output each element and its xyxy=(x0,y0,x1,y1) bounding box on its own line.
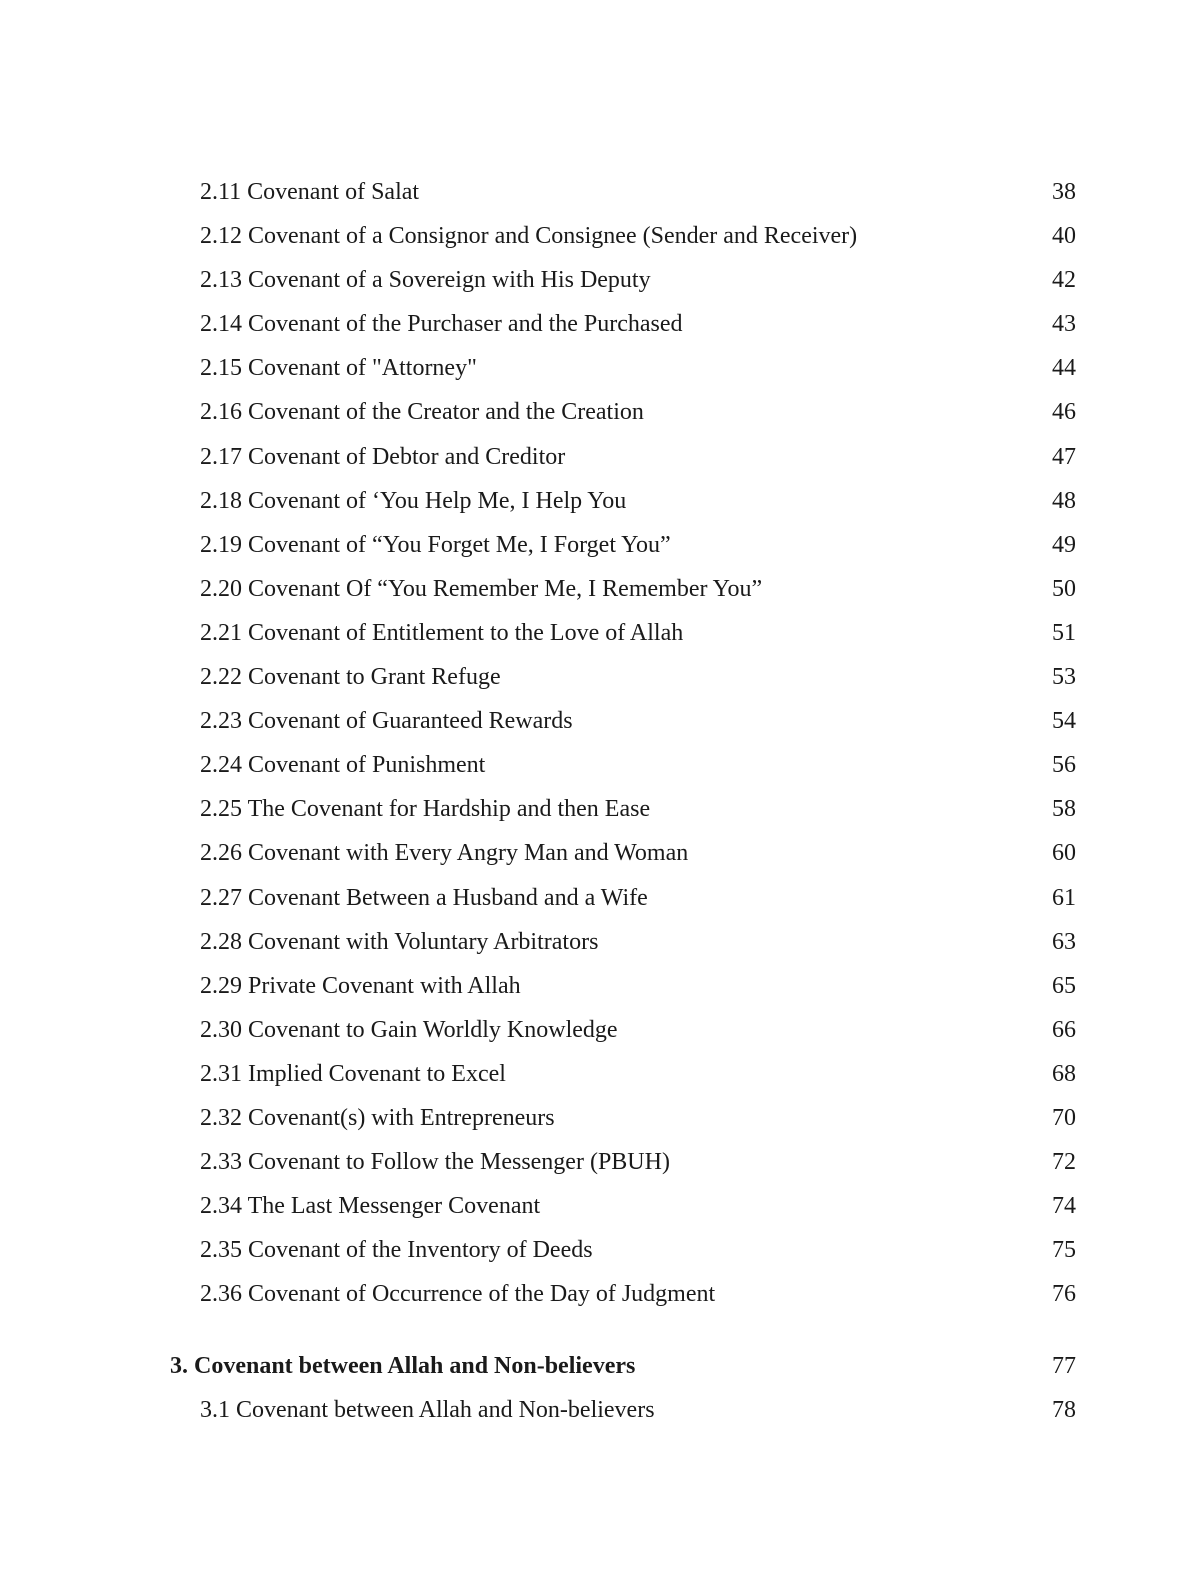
toc-entry xyxy=(0,390,1200,434)
toc-entry xyxy=(0,964,1200,1008)
toc-entry-title: 2.16 Covenant of the Creator and the Creation xyxy=(200,399,644,426)
toc-entry-page-number: 40 xyxy=(1052,223,1076,250)
toc-entry-page-number: 75 xyxy=(1052,1237,1076,1264)
toc-entry-page-number: 66 xyxy=(1052,1016,1076,1043)
toc-entry-page-number: 72 xyxy=(1052,1149,1076,1176)
toc-entry-title: 2.28 Covenant with Voluntary Arbitrators xyxy=(200,928,599,955)
toc-entry-title: 2.12 Covenant of a Consignor and Consignee (Sender and Receiver) xyxy=(200,223,858,250)
toc-entry xyxy=(0,1096,1200,1140)
toc-entry-page-number: 48 xyxy=(1052,487,1076,514)
toc-entry-page-number: 65 xyxy=(1052,972,1076,999)
chapter-3-block xyxy=(0,1346,1200,1434)
toc-entry-title: 2.35 Covenant of the Inventory of Deeds xyxy=(200,1237,593,1264)
chapter-entry-list xyxy=(0,1390,1200,1434)
toc-entry-title: 3.1 Covenant between Allah and Non-believers xyxy=(200,1397,655,1423)
toc-entry-title: 2.17 Covenant of Debtor and Creditor xyxy=(200,443,566,470)
toc-entry-title: 2.25 The Covenant for Hardship and then Ease xyxy=(200,796,651,823)
toc-entry-page-number: 78 xyxy=(1052,1397,1076,1423)
toc-entry-page-number: 51 xyxy=(1052,619,1076,646)
toc-entry-page-number: 56 xyxy=(1052,752,1076,779)
toc-entry xyxy=(0,920,1200,964)
chapter-title: 3. Covenant between Allah and Non-believers xyxy=(170,1353,636,1379)
toc-entry-page-number: 58 xyxy=(1052,796,1076,823)
toc-entry xyxy=(0,435,1200,479)
toc-entry-page-number: 76 xyxy=(1052,1281,1076,1308)
toc-entry-title: 2.33 Covenant to Follow the Messenger (PBUH) xyxy=(200,1149,670,1176)
toc-entry-list xyxy=(0,170,1200,1316)
toc-entry-page-number: 43 xyxy=(1052,311,1076,338)
toc-entry xyxy=(0,699,1200,743)
toc-entry xyxy=(0,831,1200,875)
toc-entry-page-number: 46 xyxy=(1052,399,1076,426)
toc-entry-page-number: 42 xyxy=(1052,267,1076,294)
toc-entry-title: 2.18 Covenant of ‘You Help Me, I Help You xyxy=(200,487,627,514)
toc-entry xyxy=(0,876,1200,920)
toc-entry xyxy=(0,567,1200,611)
toc-entry-title: 2.23 Covenant of Guaranteed Rewards xyxy=(200,708,573,735)
toc-entry-page-number: 70 xyxy=(1052,1104,1076,1131)
toc-entry-title: 2.15 Covenant of "Attorney" xyxy=(200,355,477,382)
toc-entry xyxy=(0,479,1200,523)
toc-entry xyxy=(0,258,1200,302)
toc-entry xyxy=(0,1272,1200,1316)
toc-entry-title: 2.31 Implied Covenant to Excel xyxy=(200,1060,506,1087)
toc-entry-title: 2.22 Covenant to Grant Refuge xyxy=(200,664,501,691)
toc-entry-title: 2.13 Covenant of a Sovereign with His Deputy xyxy=(200,267,651,294)
toc-entry-page-number: 49 xyxy=(1052,531,1076,558)
toc-entry-title: 2.34 The Last Messenger Covenant xyxy=(200,1193,541,1220)
toc-entry-page-number: 54 xyxy=(1052,708,1076,735)
toc-entry-title: 2.26 Covenant with Every Angry Man and Woman xyxy=(200,840,689,867)
toc-entry xyxy=(0,1184,1200,1228)
toc-entry-page-number: 44 xyxy=(1052,355,1076,382)
toc-entry xyxy=(0,1228,1200,1272)
toc-entry-title: 2.14 Covenant of the Purchaser and the Purchased xyxy=(200,311,683,338)
toc-entry xyxy=(0,170,1200,214)
toc-entry xyxy=(0,1052,1200,1096)
toc-entry xyxy=(0,611,1200,655)
toc-entry xyxy=(0,302,1200,346)
chapter-page-number: 77 xyxy=(1052,1353,1076,1379)
toc-entry xyxy=(0,787,1200,831)
toc-entry-title: 2.36 Covenant of Occurrence of the Day of Judgment xyxy=(200,1281,716,1308)
toc-entry xyxy=(0,346,1200,390)
toc-entry-page-number: 61 xyxy=(1052,884,1076,911)
toc-entry-title: 2.19 Covenant of “You Forget Me, I Forget You” xyxy=(200,531,671,558)
toc-entry xyxy=(0,1140,1200,1184)
toc-entry-page-number: 68 xyxy=(1052,1060,1076,1087)
toc-entry-title: 2.20 Covenant Of “You Remember Me, I Remember You” xyxy=(200,575,763,602)
toc-entry-title: 2.29 Private Covenant with Allah xyxy=(200,972,521,999)
toc-entry-page-number: 63 xyxy=(1052,928,1076,955)
toc-entry-title: 2.27 Covenant Between a Husband and a Wife xyxy=(200,884,648,911)
toc-entry xyxy=(0,743,1200,787)
toc-entry xyxy=(0,655,1200,699)
toc-entry-title: 2.32 Covenant(s) with Entrepreneurs xyxy=(200,1104,555,1131)
toc-entry-page-number: 47 xyxy=(1052,443,1076,470)
toc-entry-page-number: 50 xyxy=(1052,575,1076,602)
toc-chapter-heading xyxy=(0,1346,1200,1390)
toc-entry-page-number: 60 xyxy=(1052,840,1076,867)
toc-entry-title: 2.21 Covenant of Entitlement to the Love of Allah xyxy=(200,619,684,646)
toc-entry xyxy=(0,1008,1200,1052)
toc-entry-title: 2.11 Covenant of Salat xyxy=(200,179,420,205)
toc-entry-page-number: 38 xyxy=(1052,179,1076,205)
toc-entry xyxy=(0,214,1200,258)
toc-entry-page-number: 74 xyxy=(1052,1193,1076,1220)
toc-entry-title: 2.30 Covenant to Gain Worldly Knowledge xyxy=(200,1016,618,1043)
toc-entry xyxy=(0,1390,1200,1434)
toc-entry-title: 2.24 Covenant of Punishment xyxy=(200,752,486,779)
toc-entry-page-number: 53 xyxy=(1052,664,1076,691)
toc-entry xyxy=(0,523,1200,567)
